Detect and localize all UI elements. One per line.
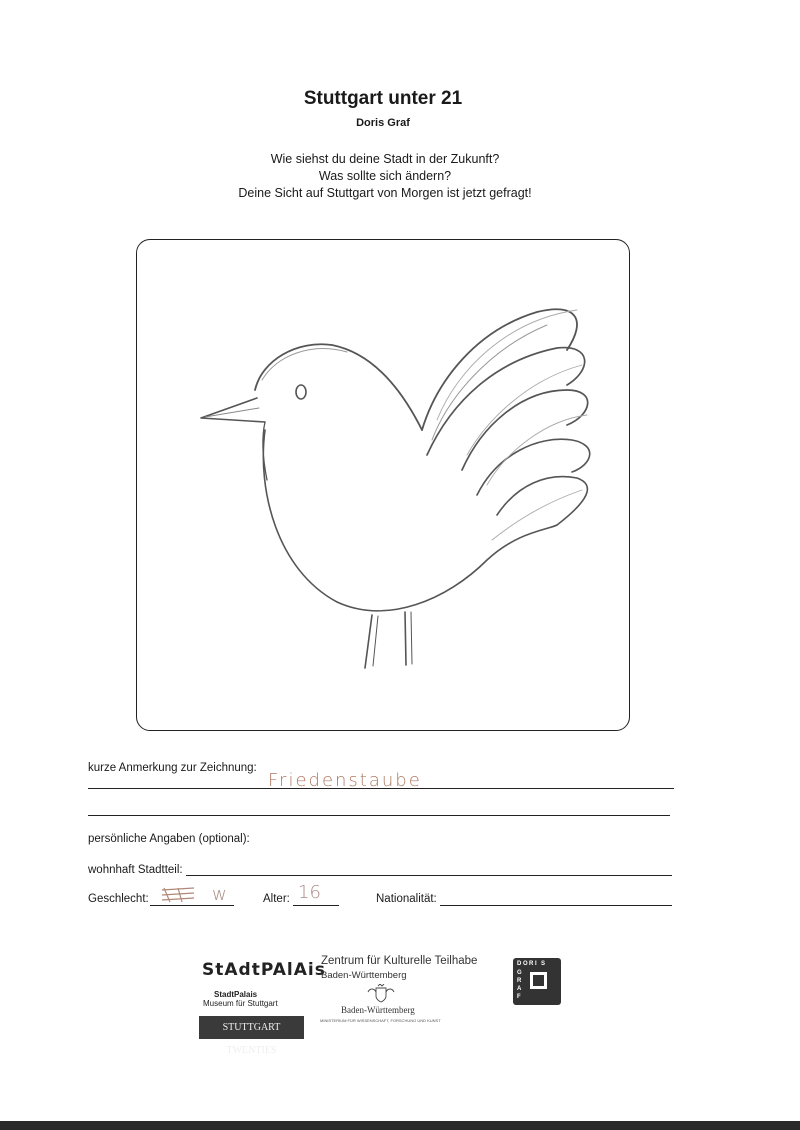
question-1: Wie siehst du deine Stadt in der Zukunft? <box>270 152 500 166</box>
district-label: wohnhaft Stadtteil: <box>88 864 183 876</box>
question-2: Was sollte sich ändern? <box>318 169 452 183</box>
nationality-label: Nationalität: <box>376 893 437 905</box>
personal-label: persönliche Angaben (optional): <box>88 833 250 845</box>
doris-graf-logo <box>513 958 561 1005</box>
age-value[interactable]: 16 <box>298 882 321 903</box>
dg-letter: D <box>517 961 523 967</box>
stadtpalais-subtitle: Museum für Stuttgart <box>203 999 278 1008</box>
gender-field[interactable] <box>150 905 234 906</box>
dove-drawing <box>137 240 631 732</box>
dg-letter: I <box>535 961 538 967</box>
bw-name: Baden-Württemberg <box>341 1005 415 1015</box>
dg-letter: A <box>517 986 523 992</box>
dg-letter: F <box>517 994 522 1000</box>
age-label: Alter: <box>263 893 290 905</box>
district-field[interactable] <box>186 875 672 876</box>
gender-value[interactable]: w <box>212 884 227 905</box>
comment-line-1[interactable] <box>88 788 674 789</box>
question-3: Deine Sicht auf Stuttgart von Morgen ist jetzt gefragt! <box>238 186 532 200</box>
bw-coat-of-arms-icon <box>364 984 398 1004</box>
scan-edge <box>0 1121 800 1130</box>
zentrum-title: Zentrum für Kulturelle Teilhabe <box>321 955 478 967</box>
gender-scribble <box>160 886 196 904</box>
comment-value[interactable]: Friedenstaube <box>268 770 422 791</box>
author-name: Doris Graf <box>356 117 410 129</box>
dg-letter: R <box>529 961 535 967</box>
drawing-frame <box>136 239 630 731</box>
stuttgart-twenties-logo: STUTTGART TWENTIES <box>199 1016 304 1039</box>
page-title: Stuttgart unter 21 <box>303 88 463 109</box>
stadtpalais-logo: StAdtPAlAis <box>202 960 326 980</box>
gender-label: Geschlecht: <box>88 893 149 905</box>
dg-letter: O <box>523 961 529 967</box>
doris-graf-square-icon <box>530 972 547 989</box>
zentrum-region: Baden-Württemberg <box>321 970 407 981</box>
stadtpalais-name: StadtPalais <box>214 990 258 999</box>
dg-letter: S <box>541 961 547 967</box>
comment-line-2[interactable] <box>88 815 670 816</box>
nationality-field[interactable] <box>440 905 672 906</box>
dg-letter: G <box>517 970 523 976</box>
dg-letter: R <box>517 978 523 984</box>
ministry-text: MINISTERIUM FÜR WISSENSCHAFT, FORSCHUNG UND KUNST <box>320 1018 441 1023</box>
age-field[interactable] <box>293 905 339 906</box>
comment-label: kurze Anmerkung zur Zeichnung: <box>88 762 257 774</box>
